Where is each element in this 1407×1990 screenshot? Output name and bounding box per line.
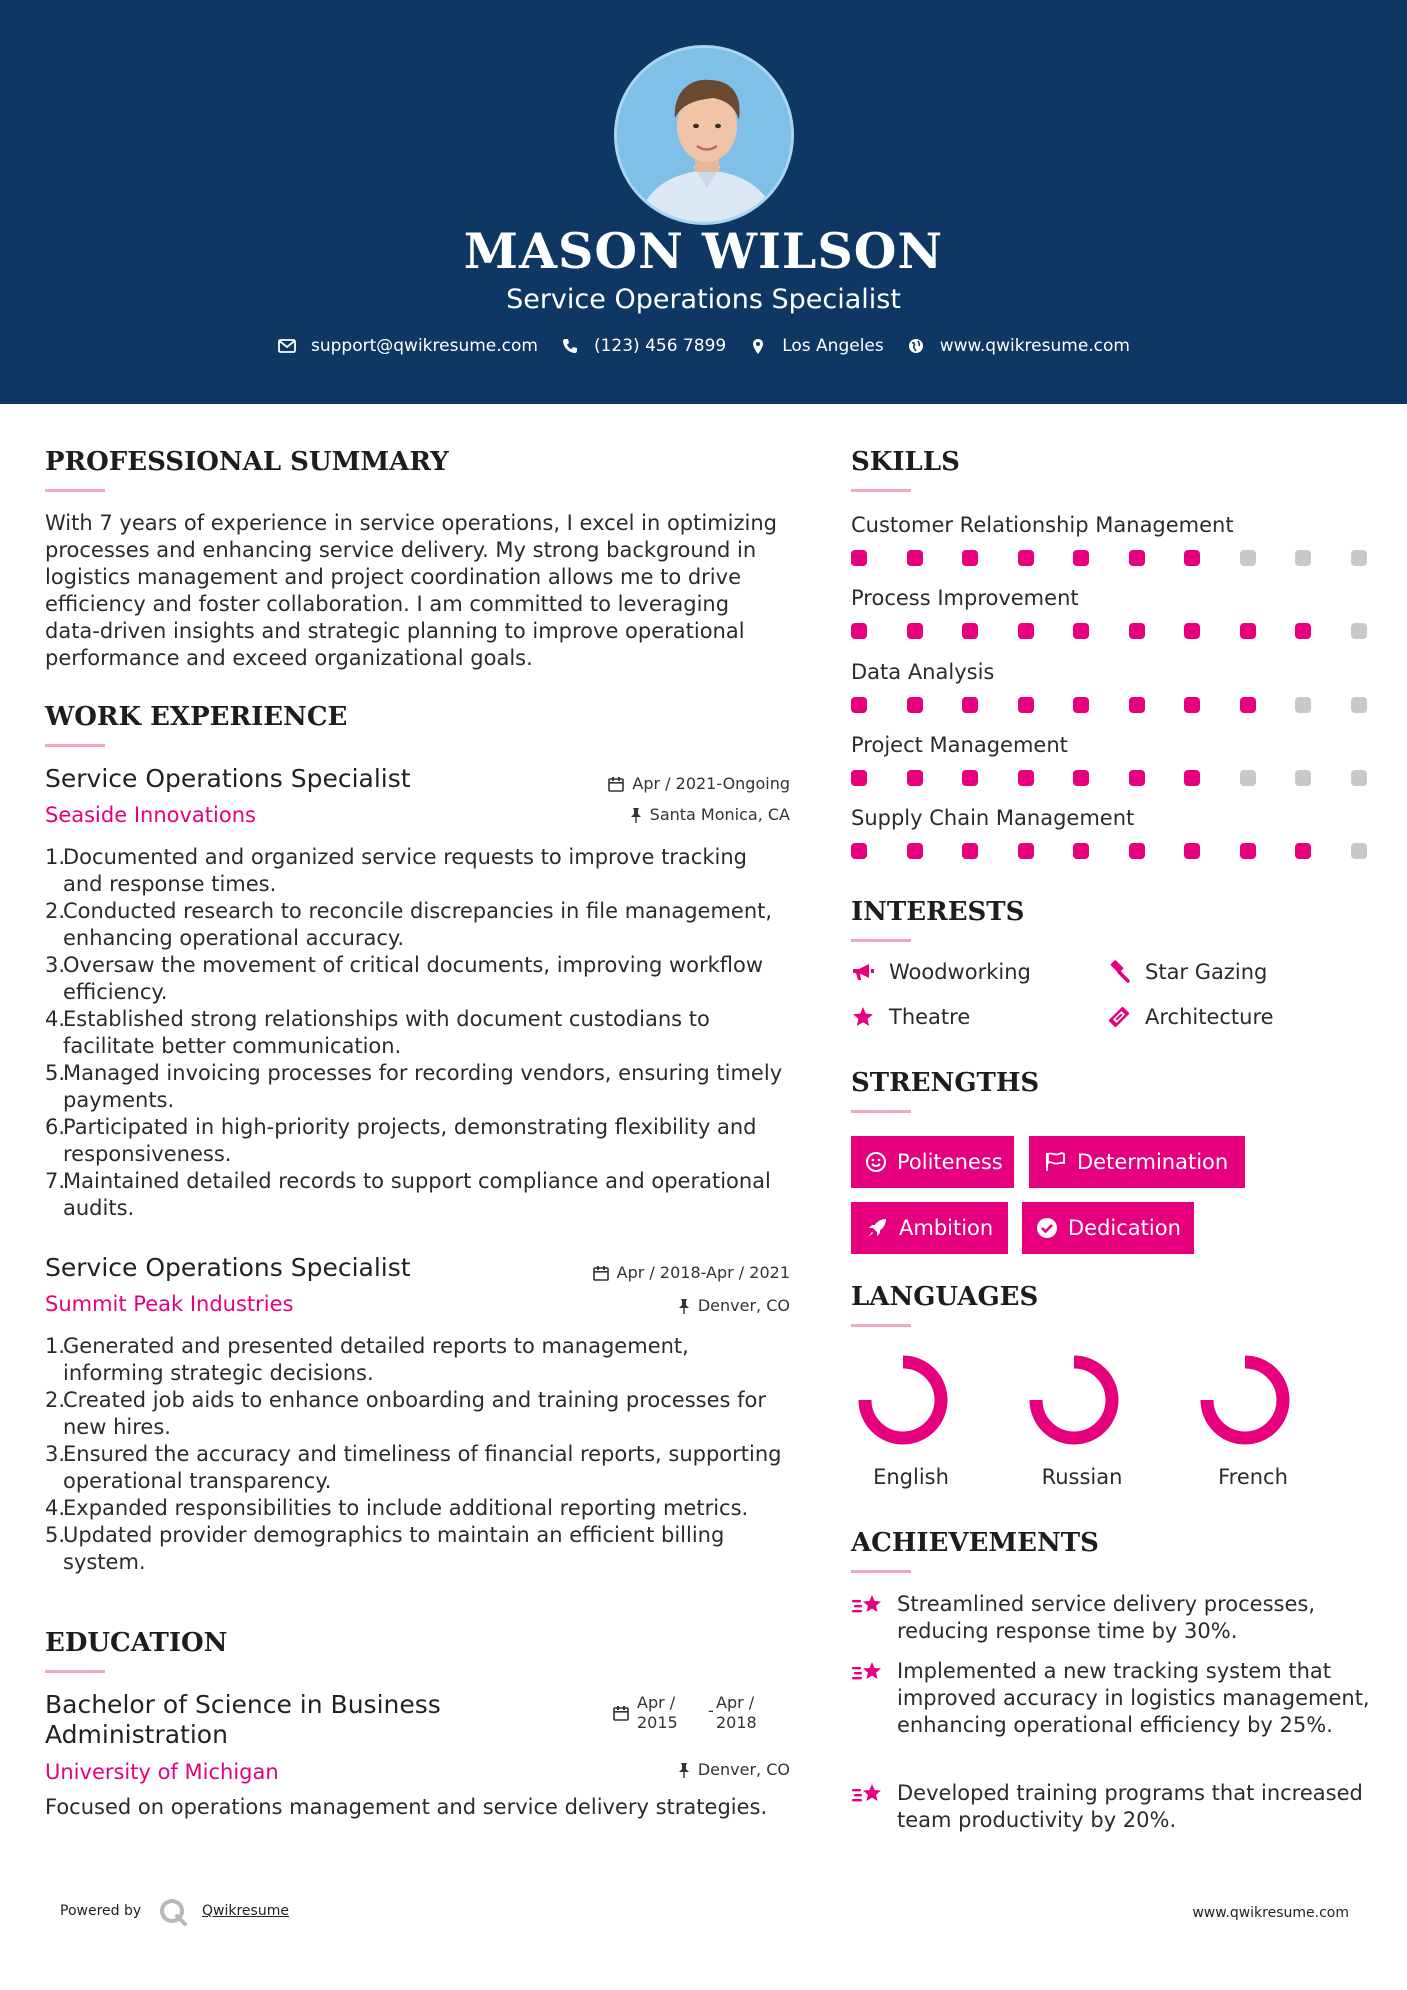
- list-item: 3. Ensured the accuracy and timeliness of financial reports, supporting operational transparency.: [45, 1442, 782, 1493]
- strength-badge: Determination: [1029, 1136, 1245, 1188]
- education-end-date: Apr / 2018: [716, 1693, 757, 1732]
- achievement-item: Developed training programs that increased team productivity by 20%.: [851, 1780, 1371, 1834]
- check-circle-icon: [1036, 1216, 1058, 1240]
- contact-bar: [0, 336, 1407, 356]
- skill-dot-filled: [851, 697, 867, 713]
- job-location: [630, 805, 790, 824]
- language-ring: [1024, 1350, 1124, 1450]
- list-item: 3. Oversaw the movement of critical documents, improving workflow efficiency.: [45, 953, 764, 1004]
- footer-url[interactable]: www.qwikresume.com: [1192, 1905, 1349, 1921]
- job-duties-list: [45, 1333, 790, 1576]
- language-name: English: [873, 1465, 949, 1489]
- shooting-star-icon: [851, 1591, 885, 1621]
- smile-icon: [865, 1150, 887, 1174]
- skill-name: Data Analysis: [851, 660, 995, 684]
- qwikresume-logo-icon: [158, 1897, 188, 1927]
- contact-website-text: www.qwikresume.com: [939, 336, 1130, 356]
- language-ring: [853, 1350, 953, 1450]
- skill-dot-filled: [1295, 843, 1311, 859]
- experience-heading: WORK EXPERIENCE: [45, 702, 348, 732]
- skill-dot-filled: [962, 623, 978, 639]
- interests-heading: INTERESTS: [851, 897, 1025, 927]
- calendar-icon: [608, 776, 624, 792]
- phone-icon: [560, 336, 580, 356]
- job-company: Seaside Innovations: [45, 803, 256, 827]
- education-description: Focused on operations management and service delivery strategies.: [45, 1795, 768, 1819]
- profile-photo: [614, 45, 794, 225]
- education-school: University of Michigan: [45, 1760, 279, 1784]
- language-level-arc: [865, 1362, 941, 1438]
- skill-dot-filled: [1129, 697, 1145, 713]
- skill-dot-filled: [1018, 623, 1034, 639]
- skill-name: Process Improvement: [851, 586, 1079, 610]
- skills-heading: SKILLS: [851, 447, 960, 477]
- language-level-arc: [1207, 1362, 1283, 1438]
- resume-header: [0, 0, 1407, 404]
- skill-dot-empty: [1351, 770, 1367, 786]
- flag-icon: [1043, 1150, 1067, 1174]
- skill-dot-filled: [1129, 843, 1145, 859]
- job-location: [678, 1296, 790, 1315]
- skill-rating: [851, 550, 1366, 566]
- skill-dot-filled: [1184, 623, 1200, 639]
- summary-heading: PROFESSIONAL SUMMARY: [45, 447, 449, 477]
- contact-email[interactable]: [277, 336, 538, 356]
- job-location-text: Santa Monica, CA: [649, 805, 790, 824]
- education-date-dash: -: [708, 1701, 714, 1720]
- contact-email-text: support@qwikresume.com: [311, 336, 538, 356]
- list-item: 5. Updated provider demographics to maintain an efficient billing system.: [45, 1523, 725, 1574]
- skill-dot-filled: [962, 550, 978, 566]
- skill-dot-empty: [1351, 623, 1367, 639]
- contact-phone-text: (123) 456 7899: [593, 336, 727, 356]
- contact-phone[interactable]: [560, 336, 726, 356]
- skill-dot-filled: [1018, 550, 1034, 566]
- skill-dot-filled: [1018, 843, 1034, 859]
- skill-rating: [851, 697, 1366, 713]
- skill-dot-empty: [1351, 697, 1367, 713]
- skill-dot-filled: [1240, 843, 1256, 859]
- list-item: 6. Participated in high-priority projects, demonstrating flexibility and responsiveness.: [45, 1115, 757, 1166]
- skill-dot-filled: [1129, 770, 1145, 786]
- skill-name: Customer Relationship Management: [851, 513, 1234, 537]
- list-item: 7. Maintained detailed records to support compliance and operational audits.: [45, 1169, 771, 1220]
- skill-dot-filled: [1295, 623, 1311, 639]
- megaphone-icon: [851, 960, 875, 984]
- education-location-text: Denver, CO: [697, 1760, 790, 1779]
- interest-item: Theatre: [851, 1005, 970, 1029]
- shooting-star-icon: [851, 1780, 885, 1810]
- footer-brand-link[interactable]: Qwikresume: [202, 1903, 289, 1919]
- skill-rating: [851, 843, 1366, 859]
- candidate-title: Service Operations Specialist: [506, 284, 901, 315]
- languages-heading: LANGUAGES: [851, 1282, 1039, 1312]
- footer-powered-by: Powered by: [60, 1903, 142, 1919]
- skill-dot-empty: [1295, 770, 1311, 786]
- strengths-underline: [851, 1110, 911, 1113]
- strength-badge: Ambition: [851, 1202, 1008, 1254]
- skill-dot-filled: [1184, 770, 1200, 786]
- skill-dot-filled: [1184, 843, 1200, 859]
- skill-dot-filled: [907, 770, 923, 786]
- language-name: French: [1218, 1465, 1288, 1489]
- job-date: [593, 1263, 790, 1282]
- skill-dot-filled: [907, 623, 923, 639]
- languages-underline: [851, 1324, 911, 1327]
- skill-rating: [851, 770, 1366, 786]
- summary-underline: [45, 489, 105, 492]
- education-degree: Bachelor of Science in Business Administration: [45, 1690, 441, 1749]
- skill-dot-filled: [962, 697, 978, 713]
- candidate-name: MASON WILSON: [463, 222, 944, 280]
- job-date: [608, 774, 790, 793]
- list-item: 2. Created job aids to enhance onboarding and training processes for new hires.: [45, 1388, 767, 1439]
- skill-dot-filled: [1073, 770, 1089, 786]
- envelope-icon: [277, 336, 297, 356]
- education-start-date: Apr / 2015: [637, 1693, 678, 1732]
- interest-item: Architecture: [1107, 1005, 1274, 1029]
- skill-dot-empty: [1351, 843, 1367, 859]
- skill-dot-filled: [1240, 623, 1256, 639]
- skill-dot-filled: [851, 843, 867, 859]
- gavel-icon: [1107, 960, 1131, 984]
- job-location-text: Denver, CO: [697, 1296, 790, 1315]
- list-item: 1. Generated and presented detailed reports to management, informing strategic decisions.: [45, 1334, 689, 1385]
- skill-dot-filled: [1129, 550, 1145, 566]
- list-item: 4. Expanded responsibilities to include additional reporting metrics.: [45, 1496, 749, 1520]
- contact-website[interactable]: [906, 336, 1130, 356]
- achievements-underline: [851, 1570, 911, 1573]
- skill-dot-filled: [1184, 550, 1200, 566]
- skill-dot-empty: [1240, 770, 1256, 786]
- language-level-arc: [1036, 1362, 1112, 1438]
- job-date-text: Apr / 2021-Ongoing: [632, 774, 790, 793]
- education-underline: [45, 1670, 105, 1673]
- pushpin-icon: [630, 807, 642, 823]
- achievement-item: Implemented a new tracking system that improved accuracy in logistics management, enhancing operational efficiency by 25%.: [851, 1658, 1371, 1739]
- pushpin-icon: [678, 1298, 690, 1314]
- skill-dot-filled: [851, 623, 867, 639]
- achievements-heading: ACHIEVEMENTS: [851, 1528, 1099, 1558]
- skill-dot-filled: [1240, 697, 1256, 713]
- skill-dot-filled: [1073, 843, 1089, 859]
- interest-item: Woodworking: [851, 960, 1031, 984]
- skill-dot-filled: [851, 550, 867, 566]
- list-item: 1. Documented and organized service requests to improve tracking and response times.: [45, 845, 747, 896]
- skill-name: Project Management: [851, 733, 1068, 757]
- interest-item: Star Gazing: [1107, 960, 1267, 984]
- summary-text: With 7 years of experience in service operations, I excel in optimizing processes and enhancing service delivery. My strong background in logistics management and project coordination allows me to drive efficiency and foster collaboration. I am committed to leveraging data-driven insights and strategic planning to improve operational performance and exceed organizational goals.: [45, 511, 777, 670]
- skill-dot-filled: [1073, 697, 1089, 713]
- list-item: 2. Conducted research to reconcile discrepancies in file management, enhancing operational accuracy.: [45, 899, 773, 950]
- achievement-item: Streamlined service delivery processes, reducing response time by 30%.: [851, 1591, 1371, 1645]
- skill-rating: [851, 623, 1366, 639]
- strength-badge: Politeness: [851, 1136, 1014, 1188]
- pushpin-icon: [678, 1762, 690, 1778]
- list-item: 4. Established strong relationships with document custodians to facilitate better communication.: [45, 1007, 710, 1058]
- skill-dot-empty: [1240, 550, 1256, 566]
- list-item: 5. Managed invoicing processes for recording vendors, ensuring timely payments.: [45, 1061, 783, 1112]
- education-location: [678, 1760, 790, 1779]
- ticket-icon: [1107, 1005, 1131, 1029]
- skill-dot-filled: [1073, 550, 1089, 566]
- interests-underline: [851, 939, 911, 942]
- language-ring: [1195, 1350, 1295, 1450]
- job-title: Service Operations Specialist: [45, 1253, 411, 1282]
- skill-dot-filled: [1018, 770, 1034, 786]
- job-title: Service Operations Specialist: [45, 764, 411, 793]
- language-name: Russian: [1041, 1465, 1123, 1489]
- skill-dot-filled: [1018, 697, 1034, 713]
- skill-dot-empty: [1295, 550, 1311, 566]
- calendar-icon: [613, 1705, 629, 1721]
- globe-icon: [906, 336, 926, 356]
- job-date-text: Apr / 2018-Apr / 2021: [616, 1263, 790, 1282]
- contact-location-text: Los Angeles: [782, 336, 884, 356]
- skill-dot-empty: [1351, 550, 1367, 566]
- skill-dot-filled: [907, 550, 923, 566]
- job-duties-list: [45, 844, 790, 1222]
- skill-dot-filled: [907, 843, 923, 859]
- star-icon: [851, 1005, 875, 1029]
- calendar-icon: [593, 1265, 609, 1281]
- skills-underline: [851, 489, 911, 492]
- shooting-star-icon: [851, 1658, 885, 1688]
- job-company: Summit Peak Industries: [45, 1292, 294, 1316]
- strengths-heading: STRENGTHS: [851, 1068, 1040, 1098]
- skill-dot-filled: [851, 770, 867, 786]
- contact-location: [748, 336, 884, 356]
- experience-underline: [45, 744, 105, 747]
- skill-dot-filled: [1184, 697, 1200, 713]
- rocket-icon: [865, 1216, 889, 1240]
- skill-dot-filled: [1073, 623, 1089, 639]
- map-pin-icon: [748, 336, 768, 356]
- skill-name: Supply Chain Management: [851, 806, 1135, 830]
- skill-dot-empty: [1295, 697, 1311, 713]
- skill-dot-filled: [1129, 623, 1145, 639]
- education-heading: EDUCATION: [45, 1628, 228, 1658]
- skill-dot-filled: [907, 697, 923, 713]
- strength-badge: Dedication: [1022, 1202, 1194, 1254]
- skill-dot-filled: [962, 843, 978, 859]
- skill-dot-filled: [962, 770, 978, 786]
